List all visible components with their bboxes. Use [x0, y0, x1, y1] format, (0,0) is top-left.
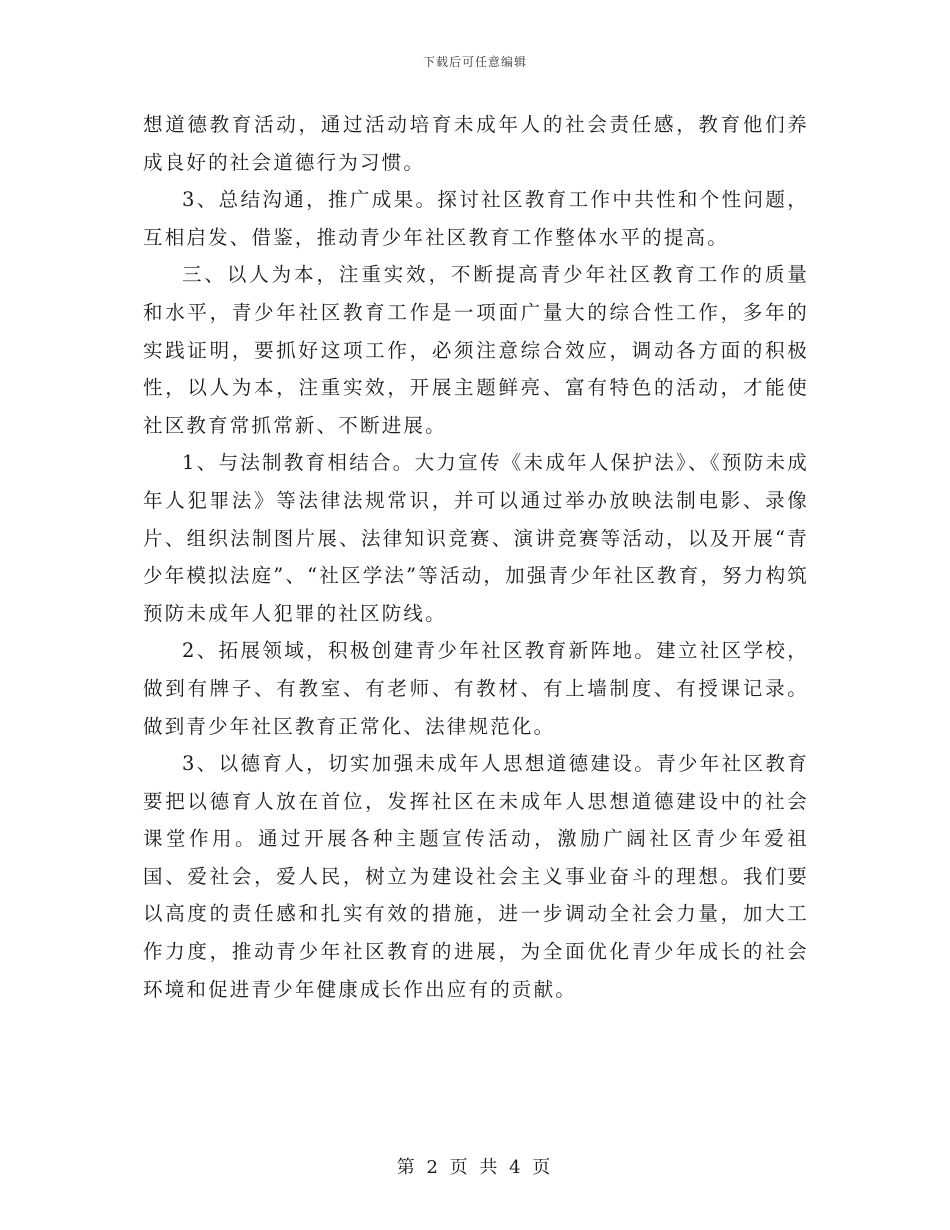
paragraph-legal-education: 1、与法制教育相结合。大力宣传《未成年人保护法》、《预防未成年人犯罪法》等法律法规常识，并可以通过举办放映法制电影、录像片、组织法制图片展、法律知识竞赛、演讲竞赛等活动，以及开展“青少年模拟法庭”、“社区学法”等活动，加强青少年社区教育，努力构筑预防未成年人犯罪的社区防线。: [143, 451, 809, 625]
paragraph-expand-fields: 2、拓展领域，积极创建青少年社区教育新阵地。建立社区学校，做到有牌子、有教室、有老师、有教材、有上墙制度、有授课记录。做到青少年社区教育正常化、法律规范化。: [143, 639, 809, 738]
paragraph-section-three: 三、以人为本，注重实效，不断提高青少年社区教育工作的质量和水平，青少年社区教育工作是一项面广量大的综合性工作，多年的实践证明，要抓好这项工作，必须注意综合效应，调动各方面的积极性，以人为本，注重实效，开展主题鲜亮、富有特色的活动，才能使社区教育常抓常新、不断进展。: [143, 263, 809, 437]
page-number: 第 2 页 共 4 页: [396, 1157, 554, 1178]
page-header: 下载后可任意编辑: [422, 55, 527, 69]
document-body: [143, 106, 809, 1008]
paragraph-summary-communication: 3、总结沟通，推广成果。探讨社区教育工作中共性和个性问题，互相启发、借鉴，推动青少年社区教育工作整体水平的提高。: [143, 188, 809, 249]
paragraph-moral-education: 3、以德育人，切实加强未成年人思想道德建设。青少年社区教育要把以德育人放在首位，发挥社区在未成年人思想道德建设中的社会课堂作用。通过开展各种主题宣传活动，激励广阔社区青少年爱祖国、爱社会，爱人民，树立为建设社会主义事业奋斗的理想。我们要以高度的责任感和扎实有效的措施，进一步调动全社会力量，加大工作力度，推动青少年社区教育的进展，为全面优化青少年成长的社会环境和促进青少年健康成长作出应有的贡献。: [143, 752, 809, 1001]
paragraph-continuation: 想道德教育活动，通过活动培育未成年人的社会责任感，教育他们养成良好的社会道德行为习惯。: [143, 113, 809, 174]
